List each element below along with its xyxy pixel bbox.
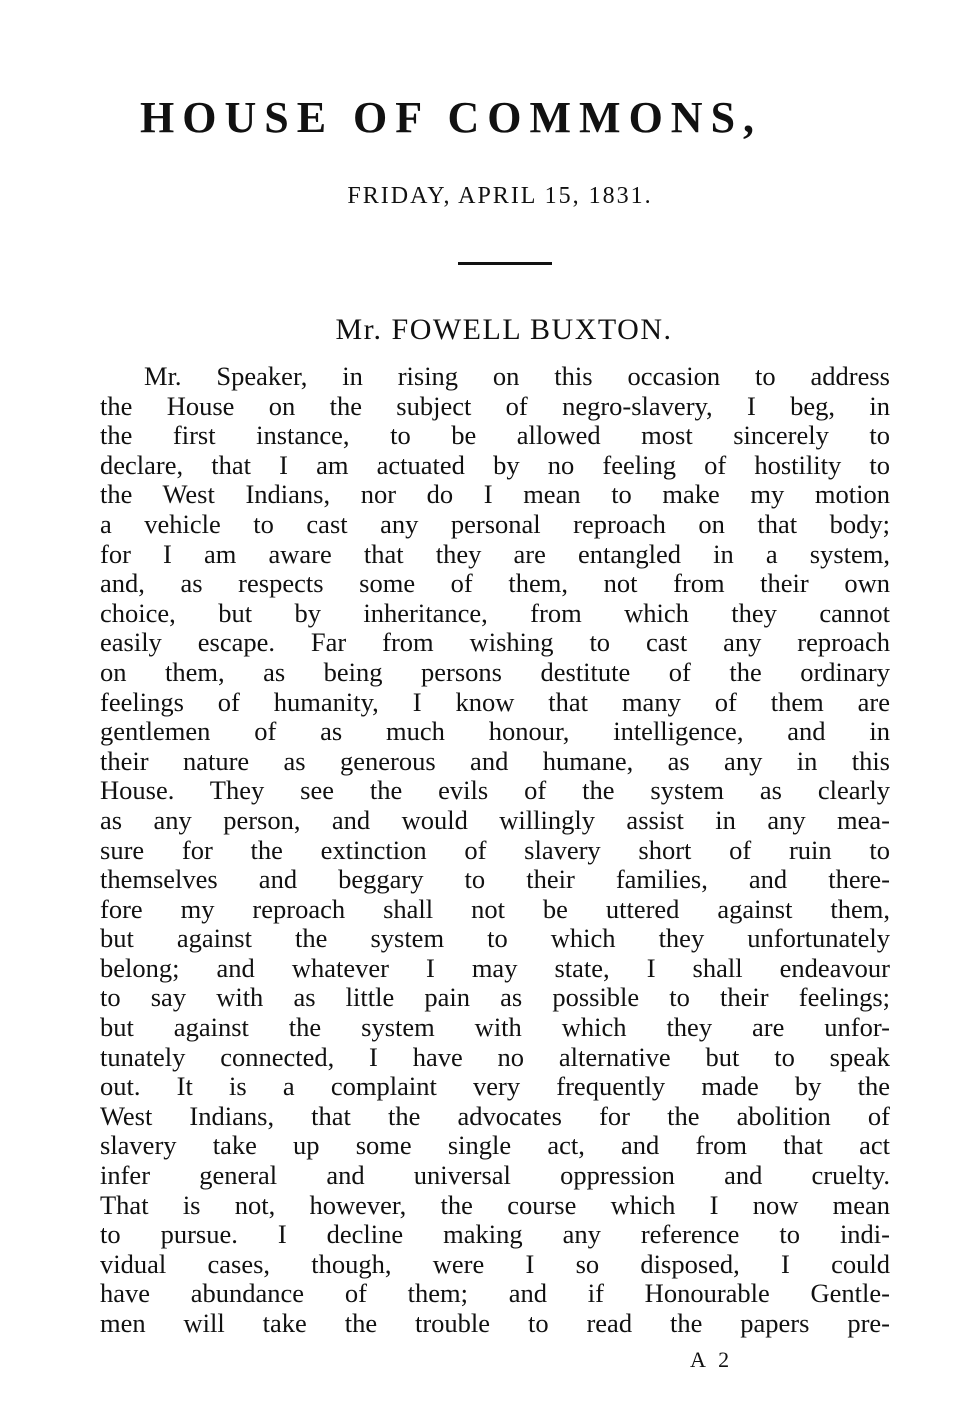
speaker-heading: Mr. FOWELL BUXTON. xyxy=(335,313,673,346)
text-line: vidual cases, though, were I so disposed, I could xyxy=(100,1248,890,1279)
session-date: FRIDAY, APRIL 15, 1831. xyxy=(347,183,653,209)
text-line: but against the system to which they unfortunately xyxy=(100,923,890,954)
text-line: House. They see the evils of the system as clearly xyxy=(100,775,890,806)
text-line: to pursue. I decline making any reference to indi- xyxy=(100,1219,890,1250)
text-line: infer general and universal oppression and cruelty. xyxy=(100,1160,890,1191)
text-line: a vehicle to cast any personal reproach on that body; xyxy=(100,508,890,539)
text-line: West Indians, that the advocates for the abolition of xyxy=(100,1100,890,1131)
text-line: on them, as being persons destitute of the ordinary xyxy=(100,656,890,687)
text-line: the House on the subject of negro-slavery, I beg, in xyxy=(100,390,890,421)
text-line: Mr. Speaker, in rising on this occasion to address xyxy=(144,361,890,391)
text-line: sure for the extinction of slavery short of ruin to xyxy=(100,834,890,865)
text-line: men will take the trouble to read the papers pre- xyxy=(100,1308,890,1338)
text-line: to say with as little pain as possible to their feelings; xyxy=(100,982,890,1013)
page-title: HOUSE OF COMMONS, xyxy=(140,93,763,142)
text-line: gentlemen of as much honour, intelligence, and in xyxy=(100,716,890,747)
section-divider xyxy=(458,262,552,265)
signature-mark: A 2 xyxy=(690,1347,734,1372)
text-line: choice, but by inheritance, from which they cannot xyxy=(100,597,890,628)
text-line: the first instance, to be allowed most sincerely to xyxy=(100,420,890,451)
text-line: slavery take up some single act, and from that act xyxy=(100,1130,890,1161)
text-line: themselves and beggary to their families, and there- xyxy=(100,864,890,895)
speech-body xyxy=(100,362,890,1339)
text-line: easily escape. Far from wishing to cast any reproach xyxy=(100,627,890,658)
text-line: belong; and whatever I may state, I shall endeavour xyxy=(100,952,890,983)
text-line: That is not, however, the course which I now mean xyxy=(100,1189,890,1220)
text-line: fore my reproach shall not be uttered against them, xyxy=(100,893,890,924)
text-line: and, as respects some of them, not from their own xyxy=(100,568,890,599)
text-line: feelings of humanity, I know that many of them are xyxy=(100,686,890,717)
text-line: the West Indians, nor do I mean to make my motion xyxy=(100,479,890,510)
text-line: but against the system with which they are unfor- xyxy=(100,1012,890,1043)
text-line: out. It is a complaint very frequently made by the xyxy=(100,1071,890,1102)
text-line: have abundance of them; and if Honourable Gentle- xyxy=(100,1278,890,1309)
text-line: their nature as generous and humane, as any in this xyxy=(100,745,890,776)
text-line: for I am aware that they are entangled in a system, xyxy=(100,538,890,569)
text-line: as any person, and would willingly assist in any mea- xyxy=(100,804,890,835)
text-line: tunately connected, I have no alternative but to speak xyxy=(100,1041,890,1072)
text-line: declare, that I am actuated by no feeling of hostility to xyxy=(100,449,890,480)
